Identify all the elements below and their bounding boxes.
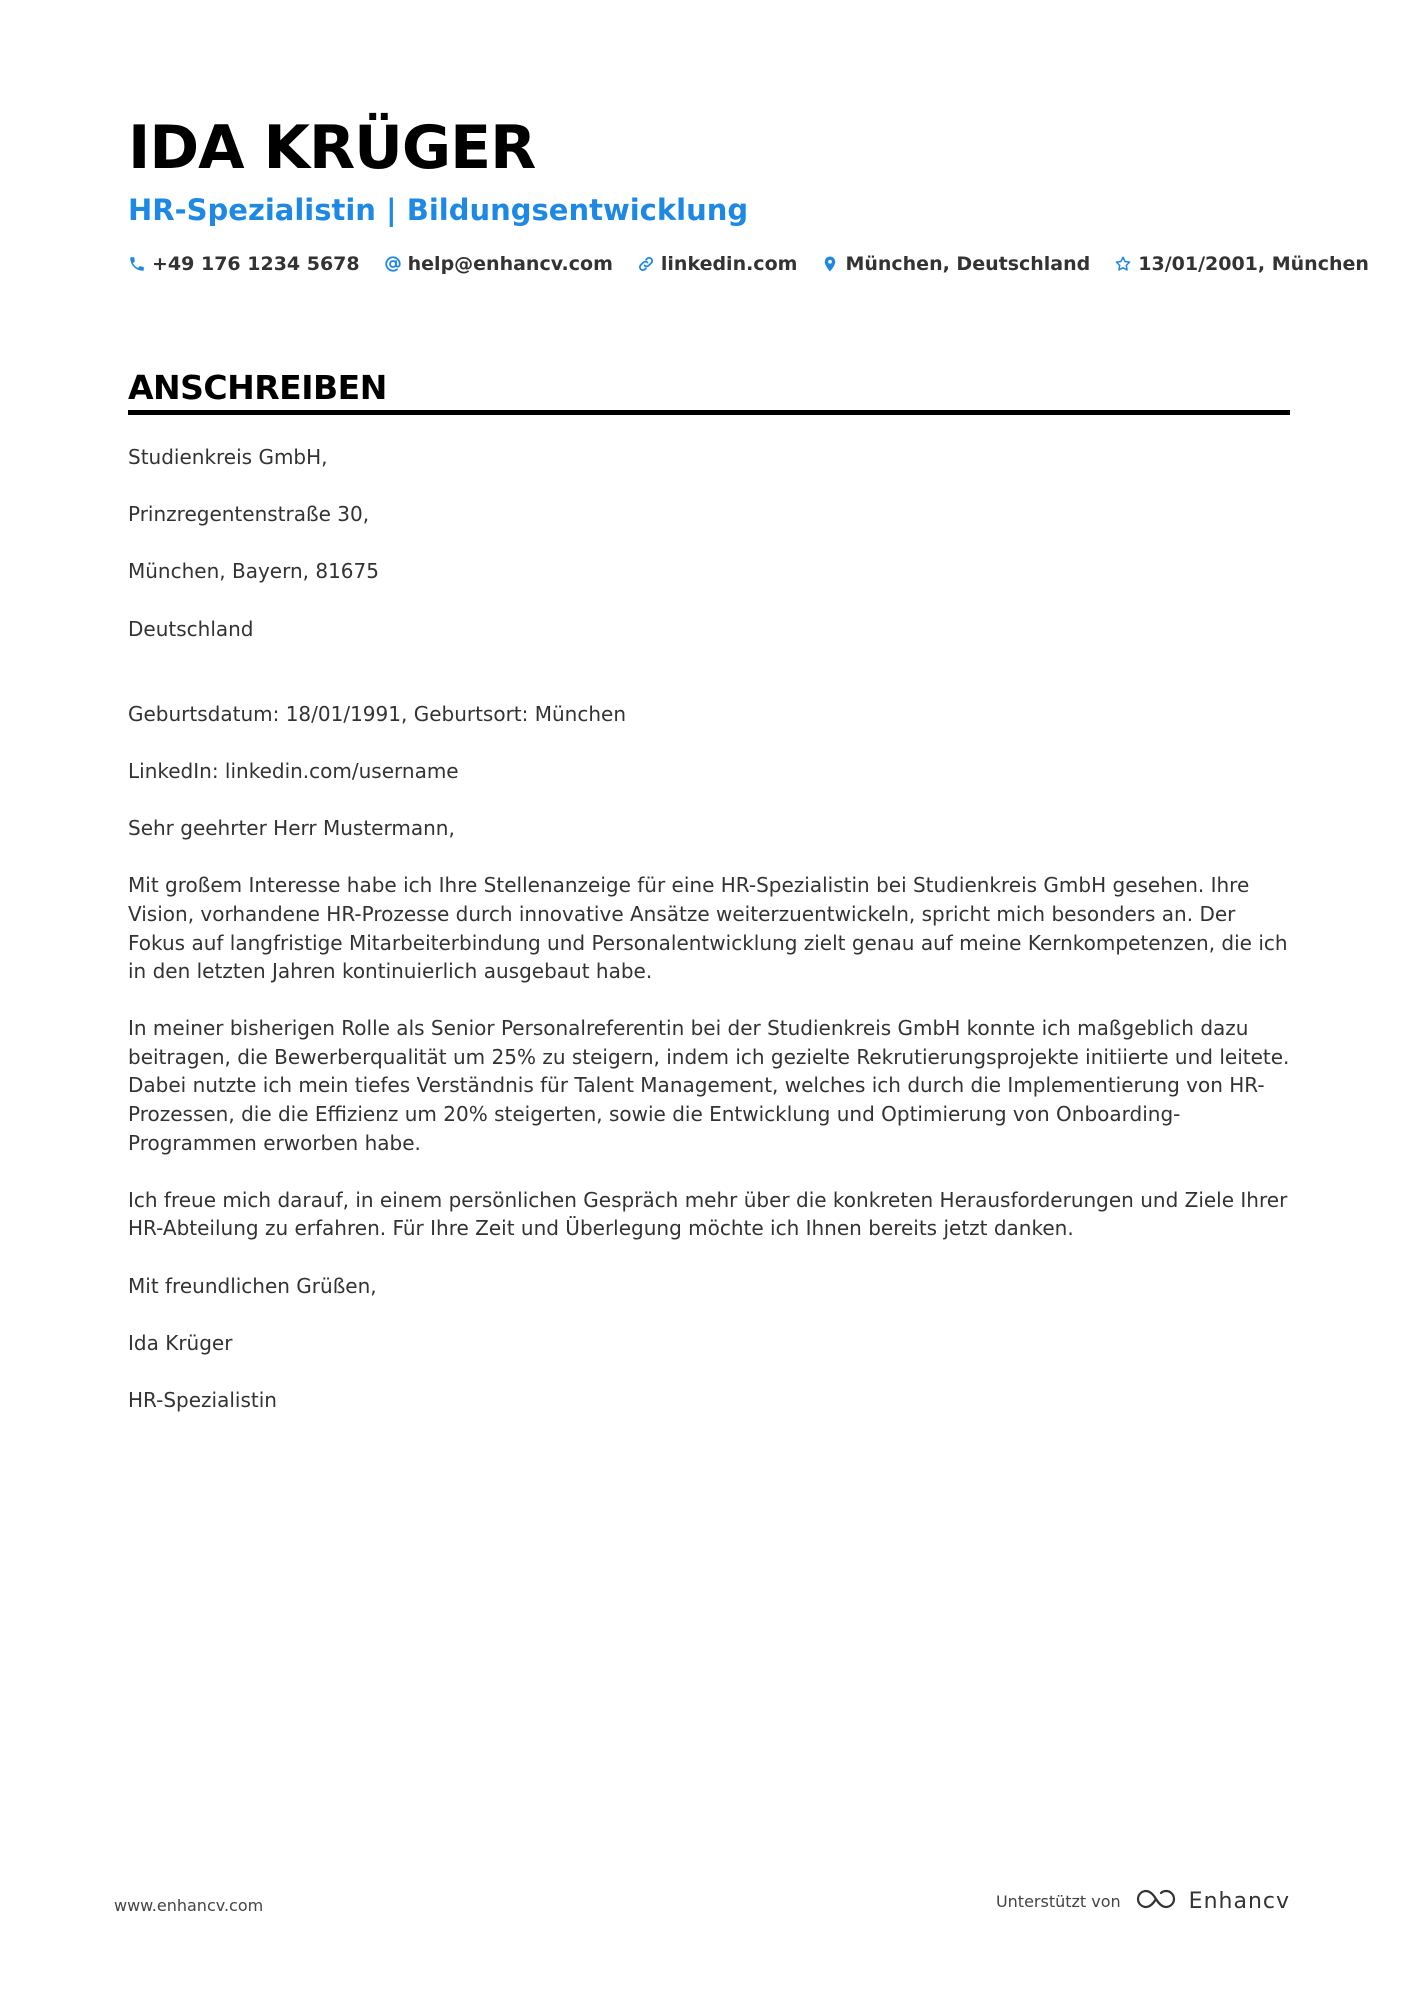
birth-info: Geburtsdatum: 18/01/1991, Geburtsort: München <box>128 701 627 726</box>
contact-birth <box>1114 253 1369 275</box>
letter-body <box>128 443 1290 1443</box>
section-title: ANSCHREIBEN <box>128 368 387 407</box>
star-icon <box>1114 255 1132 273</box>
recipient-line: Deutschland <box>128 616 254 641</box>
letter-paragraph: Mit großem Interesse habe ich Ihre Stellenanzeige für eine HR-Spezialistin bei Studienkreis GmbH gesehen. Ihre Vision, vorhandene HR-Prozesse durch innovative Ansätze weiterzuentwickeln, spricht mich besonders an. Der Fokus auf langfristige Mitarbeiterbindung und Personalentwicklung zielt genau auf meine Kernkompetenzen, die ich in den letzten Jahren kontinuierlich ausgebaut habe. <box>128 873 1288 984</box>
phone-icon <box>128 255 146 273</box>
contact-location-text: München, Deutschland <box>845 253 1091 275</box>
letter-paragraph: Ich freue mich darauf, in einem persönlichen Gespräch mehr über die konkreten Herausforderungen und Ziele Ihrer HR-Abteilung zu erfahren. Für Ihre Zeit und Überlegung möchte ich Ihnen bereits jetzt danken. <box>128 1187 1288 1241</box>
contact-linkedin[interactable] <box>637 253 798 275</box>
footer-website[interactable]: www.enhancv.com <box>114 1896 264 1915</box>
contact-bar <box>128 253 1369 275</box>
contact-email-text: help@enhancv.com <box>407 253 613 275</box>
section-divider <box>128 410 1290 415</box>
letter-paragraph: In meiner bisherigen Rolle als Senior Personalreferentin bei der Studienkreis GmbH konnte ich maßgeblich dazu beitragen, die Bewerberqualität um 25% zu steigern, indem ich gezielte Rekrutierungsprojekte initiierte und leitete. Dabei nutzte ich mein tiefes Verständnis für Talent Management, welches ich durch die Implementierung von HR-Prozessen, die die Effizienz um 20% steigerten, sowie die Entwicklung und Optimierung von Onboarding-Programmen erworben habe. <box>128 1016 1290 1155</box>
candidate-subtitle: HR-Spezialistin | Bildungsentwicklung <box>128 193 749 227</box>
contact-phone-text: +49 176 1234 5678 <box>152 253 360 275</box>
brand-logo[interactable] <box>1133 1886 1290 1916</box>
footer-branding <box>996 1886 1290 1916</box>
recipient-line: Studienkreis GmbH, <box>128 445 328 469</box>
spacer <box>128 672 1290 700</box>
recipient-line: Prinzregentenstraße 30, <box>128 502 370 527</box>
location-pin-icon <box>821 255 839 273</box>
salutation: Sehr geehrter Herr Mustermann, <box>128 816 455 841</box>
signature-name: Ida Krüger <box>128 1330 233 1355</box>
signature-title: HR-Spezialistin <box>128 1388 277 1412</box>
contact-phone[interactable] <box>128 253 360 275</box>
candidate-name: IDA KRÜGER <box>128 113 536 183</box>
contact-location <box>821 253 1090 275</box>
brand-name: Enhancv <box>1188 1888 1290 1914</box>
closing: Mit freundlichen Grüßen, <box>128 1273 377 1298</box>
powered-by-label: Unterstützt von <box>995 1891 1121 1911</box>
contact-linkedin-text: linkedin.com <box>660 253 798 275</box>
recipient-line: München, Bayern, 81675 <box>128 559 379 584</box>
linkedin-line: LinkedIn: linkedin.com/username <box>128 758 459 783</box>
contact-email[interactable] <box>384 253 613 275</box>
at-icon <box>384 255 402 273</box>
link-icon <box>637 255 655 273</box>
contact-birth-text: 13/01/2001, München <box>1138 253 1369 275</box>
enhancv-logo-icon <box>1133 1886 1179 1916</box>
